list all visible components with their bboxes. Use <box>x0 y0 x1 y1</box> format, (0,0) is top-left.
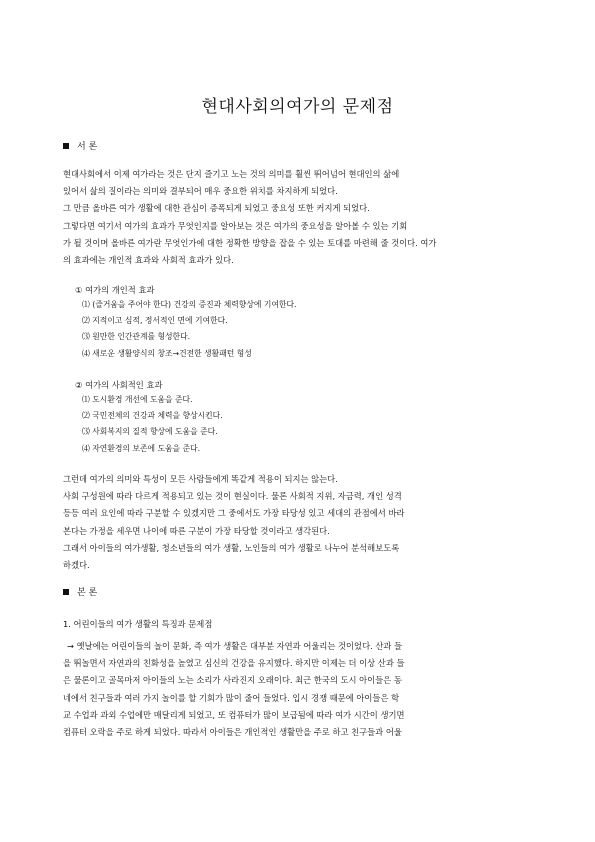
text-line: 등등 여러 요인에 따라 구분할 수 있겠지만 그 중에서도 가장 타당성 있고 세대의 관점에서 바라 <box>63 508 405 519</box>
text-line: 네에서 친구들과 여러 가지 놀이를 할 기회가 많이 줄어 들었다. 입시 경쟁 때문에 아이들은 학 <box>63 692 400 703</box>
body-heading-text: 본 론 <box>77 588 98 598</box>
list-item: ⑷ 새로운 생활양식의 창조→건전한 생활패턴 형성 <box>82 348 252 358</box>
list-item: ⑶ 사회복지의 질적 향상에 도움을 준다. <box>82 427 218 437</box>
text-line: 그런데 여가의 의미와 특성이 모든 사람들에게 똑같게 적용이 되지는 않는다. <box>63 474 338 484</box>
personal-effects-list <box>82 297 296 362</box>
personal-effects-heading: ① 여가의 개인적 효과 <box>75 285 155 295</box>
square-bullet-icon <box>63 143 69 149</box>
body-heading <box>63 585 97 598</box>
intro-heading <box>63 139 97 152</box>
list-item: ⑴ (즐거움을 주어야 한다) 건강의 증진과 체력향상에 기여한다. <box>82 300 297 309</box>
intro-paragraph-1 <box>63 166 515 269</box>
intro-paragraph-2 <box>63 471 515 574</box>
text-line: 교 수업과 과외 수업에만 매달리게 되었고, 또 컴퓨터가 많이 보급됨에 따라 여가 시간이 생기면 <box>63 709 405 720</box>
square-bullet-icon <box>63 589 69 595</box>
list-item: ⑵ 국민전체의 건강과 체력을 향상시킨다. <box>82 411 223 421</box>
text-line: 을 뛰놀면서 자연과의 친화성을 높였고 심신의 건강을 유지했다. 하지만 이제는 더 이상 산과 들 <box>63 658 405 669</box>
text-line: 현대사회에서 이제 여가라는 것은 단지 즐기고 노는 것의 의미를 훨씬 뛰어넘어 현대인의 삶에 <box>63 169 400 179</box>
text-line: 본다는 가정을 세우면 나이에 따른 구분이 가장 타당할 것이라고 생각된다. <box>63 525 330 536</box>
text-line: 하겠다. <box>63 560 90 571</box>
social-effects-list <box>82 392 223 457</box>
text-line: → 옛날에는 어린이들의 놀이 문화, 즉 여가 생활은 대부분 자연과 어울리는 것이었다. 산과 들 <box>67 641 403 651</box>
list-item: ⑷ 자연환경의 보존에 도움을 준다. <box>82 443 201 453</box>
text-line: 그 만큼 올바른 여가 생활에 대한 관심이 증폭되게 되었고 중요성 또한 커지게 되었다. <box>63 203 370 214</box>
text-line: 그렇다면 여기서 여가의 효과가 무엇인지를 알아보는 것은 여가의 중요성을 알아볼 수 있는 기회 <box>63 220 408 231</box>
list-item: ⑶ 원만한 인간관계를 형성한다. <box>82 332 191 342</box>
body-subheading-1: 1. 어린이들의 여가 생활의 특징과 문제점 <box>63 619 213 629</box>
text-line: 컴퓨터 오락을 주로 하게 되었다. 따라서 아이들은 개인적인 생활만을 주로 하고 친구들과 어울 <box>63 727 402 738</box>
text-line: 의 효과에는 개인적 효과와 사회적 효과가 있다. <box>63 255 234 266</box>
list-item: ⑴ 도시환경 개선에 도움을 준다. <box>82 395 193 404</box>
body-paragraph-1 <box>63 638 515 741</box>
document-title: 현대사회의여가의 문제점 <box>201 97 394 117</box>
list-item: ⑵ 지적이고 심적, 정서적인 면에 기여한다. <box>82 316 228 326</box>
text-line: 그래서 아이들의 여가생활, 청소년들의 여가 생활, 노인들의 여가 생활로 나누어 분석해보도록 <box>63 542 400 553</box>
text-line: 은 물론이고 골목마저 아이들의 노는 소리가 사라진지 오래이다. 최근 한국의 도시 아이들은 동 <box>63 675 402 686</box>
intro-heading-text: 서 론 <box>77 142 98 152</box>
text-line: 있어서 삶의 질이라는 의미와 결부되어 매우 중요한 위치를 차지하게 되었다. <box>63 186 338 197</box>
text-line: 사회 구성원에 따라 다르게 적용되고 있는 것이 현실이다. 물론 사회적 지위, 자금력, 개인 성격 <box>63 491 402 502</box>
text-line: 가 될 것이며 올바른 여가란 무엇인가에 대한 정확한 방향을 잡을 수 있는 토대를 마련해 줄 것이다. 여가 <box>63 237 437 248</box>
social-effects-heading: ② 여가의 사회적인 효과 <box>75 380 163 390</box>
